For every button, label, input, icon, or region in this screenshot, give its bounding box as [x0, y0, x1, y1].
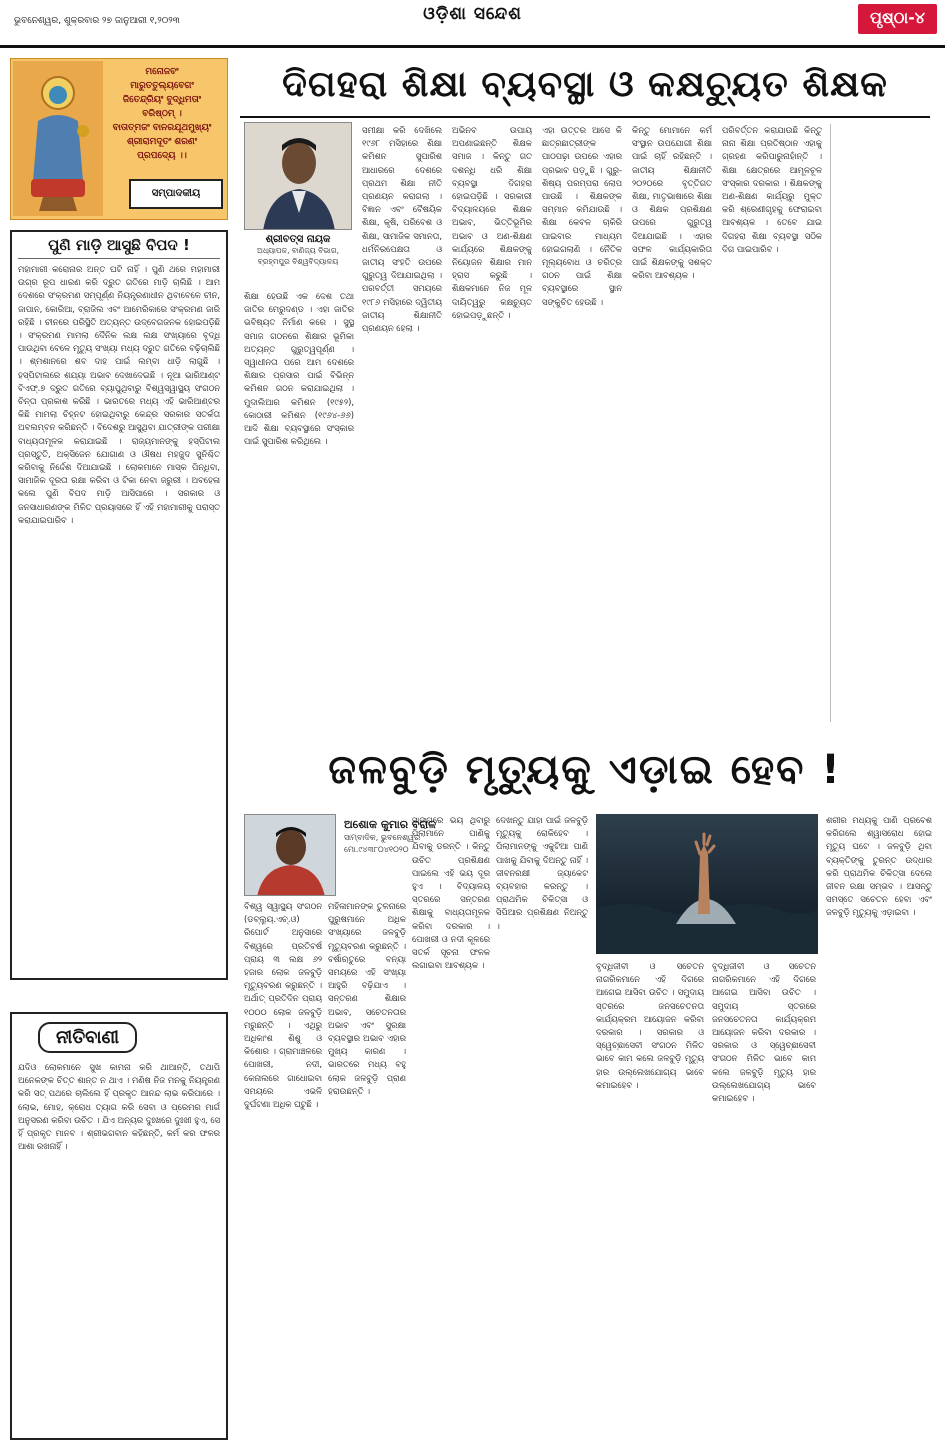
quote-line: ଜିତେନ୍ଦ୍ରିୟଂ ବୁଦ୍ଧିମତାଂ — [122, 95, 202, 105]
author-role: ଅଧ୍ୟାପକ, ବାଣିଜ୍ୟ ବିଭାଗ, ବ୍ରହ୍ମପୁର ବିଶ୍ୱବିଦ୍ୟାଳୟ — [257, 246, 339, 266]
author-role: ସାମ୍ବାଦିକ, ଭୁବନେଶ୍ୱର — [344, 833, 421, 842]
page-number-badge: ପୃଷ୍ଠା-୪ — [858, 4, 937, 34]
editorial-box — [10, 230, 228, 980]
sanskrit-quote — [99, 65, 225, 163]
article1-column: ଶିକ୍ଷା ହେଉଛି ଏକ ଦେଶ ତଥା ଜାତିର ମେରୁଦଣ୍ଡ । ଏହା ଜାତିର ଭବିଷ୍ୟତ ନିର୍ମାଣ କରେ । ସୁସ୍ଥ ସମାଜ ଗଠନରେ ଶିକ୍ଷାର ଭୂମିକା ଅତ୍ୟନ୍ତ ଗୁରୁତ୍ୱପୂର୍ଣ୍ଣ । ସ୍ୱାଧୀନତା ପରେ ଆମ ଦେଶରେ ଶିକ୍ଷାର ପ୍ରସାର ପାଇଁ ବିଭିନ୍ନ କମିଶନ ଗଠନ କରାଯାଇଥିଲା । ମୁଦାଲିଆର କମିଶନ (୧୯୫୨), କୋଠାରୀ କମିଶନ (୧୯୬୪-୬୬) ଆଦି ଶିକ୍ଷା ବ୍ୟବସ୍ଥାରେ ସଂସ୍କାର ପାଇଁ ସୁପାରିଶ କରିଥିଲେ । — [244, 291, 354, 447]
author-portrait-icon — [245, 815, 336, 896]
article2-column: ବୃଦ୍ଧିଜୀବୀ ଓ ସଚେତନ ନାଗରିକମାନେ ଏହି ଦିଗରେ ଆଗେଇ ଆସିବା ଉଚିତ । ସମୁଦାୟ ସ୍ତରରେ ଜନସଚେତନତା କାର୍ଯ୍ୟକ୍ରମ ଆୟୋଜନ କରିବା ଦରକାର । ସରକାର ଓ ସ୍ୱେଚ୍ଛାସେବୀ ସଂଗଠନ ମିଳିତ ଭାବେ କାମ କଲେ ଜଳବୁଡ଼ି ମୃତ୍ୟୁ ହାର ଉଲ୍ଲେଖଯୋଗ୍ୟ ଭାବେ କମାଇହେବ । — [596, 961, 704, 1090]
author-phone: ମୋ.୯୪୩୮୦୪୧୦୨୦ — [344, 845, 409, 854]
hanuman-idol-icon — [13, 61, 103, 216]
author-name: ଅଶୋକ କୁମାର ବରାଳ — [344, 818, 437, 831]
quote-line: ପ୍ରପଦ୍ୟେ ।। — [137, 151, 187, 161]
article1-column: କିନ୍ତୁ ମୋମାନେ କର୍ମ ସଂସ୍ଥାନ ଉପଯୋଗୀ ଶିକ୍ଷା ପାଇଁ ଚାହିଁ ରହିଛନ୍ତି । ଜାତୀୟ ଶିକ୍ଷାନୀତି ୨୦୨୦ରେ ବୃତ୍ତିଗତ ଶିକ୍ଷା, ମାତୃଭାଷାରେ ଶିକ୍ଷା ଓ ଶିକ୍ଷକ ପ୍ରଶିକ୍ଷଣ ଉପରେ ଗୁରୁତ୍ୱ ଦିଆଯାଇଛି । ଏହାର ସଫଳ କାର୍ଯ୍ୟକାରିତା ପାଇଁ ଶିକ୍ଷକଙ୍କୁ ସଶକ୍ତ କରିବା ଆବଶ୍ୟକ । — [632, 125, 712, 281]
drowning-hand-icon — [596, 814, 818, 954]
article1-column: ଅଭିନବ ଉପାୟ ଅପଣାଇଛନ୍ତି ଶିକ୍ଷକ ସମାଜ । କିନ୍ତୁ ଗତ ଦଶନ୍ଧି ଧରି ଶିକ୍ଷା ବ୍ୟବସ୍ଥା ଦିଗହରା ହୋଇପଡ଼ିଛି । ସରକାରୀ ବିଦ୍ୟାଳୟରେ ଶିକ୍ଷକ ଅଭାବ, ଭିତ୍ତିଭୂମିର ଅଭାବ ଓ ଅଣ-ଶିକ୍ଷଣ କାର୍ଯ୍ୟରେ ଶିକ୍ଷକଙ୍କୁ ନିୟୋଜନ ଶିକ୍ଷାର ମାନ ହ୍ରାସ କରୁଛି । ଶିକ୍ଷକମାନେ ନିଜ ମୂଳ ଦାୟିତ୍ୱରୁ କକ୍ଷଚ୍ୟୁତ ହୋଇପଡ଼ୁଛନ୍ତି । — [452, 125, 532, 320]
article2-column: ମହିଳାମାନଙ୍କ ତୁଳନାରେ ପୁରୁଷମାନେ ଅଧିକ ସଂଖ୍ୟାରେ ଜଳବୁଡ଼ି ମୃତ୍ୟୁବରଣ କରୁଛନ୍ତି । ବର୍ଷାଋତୁରେ ବନ୍ୟା ସମୟରେ ଏହି ସଂଖ୍ୟା ଆହୁରି ବଢ଼ିଯାଏ । ସନ୍ତରଣ ଶିକ୍ଷାର ଅଭାବ, ସଚେତନତାର ଅଭାବ ଏବଂ ସୁରକ୍ଷା ବ୍ୟବସ୍ଥାର ଅଭାବ ଏହାର ମୁଖ୍ୟ କାରଣ । ଭାରତରେ ମଧ୍ୟ ବହୁ ଲୋକ ଜଳବୁଡ଼ି ପ୍ରାଣ ହରାଉଛନ୍ତି । — [328, 901, 406, 1096]
headline-rule — [240, 116, 930, 118]
editorial-title: ପୁଣି ମାଡ଼ି ଆସୁଛି ବିପଦ ! — [18, 236, 220, 259]
column-divider — [830, 124, 831, 722]
author-photo — [244, 122, 352, 230]
article1-column: ପରିବର୍ତ୍ତନ କରାଯାଉଛି କିନ୍ତୁ ନାନା ଶିକ୍ଷା ପ୍ରତିଷ୍ଠାନ ଏହାକୁ ଗ୍ରହଣ କରିପାରୁନାହାଁନ୍ତି । ଶିକ୍ଷା କ୍ଷେତ୍ରରେ ଆମୂଳଚୂଳ ସଂସ୍କାର ଦରକାର । ଶିକ୍ଷକଙ୍କୁ ଅଣ-ଶିକ୍ଷଣ କାର୍ଯ୍ୟରୁ ମୁକ୍ତ କରି ଶ୍ରେଣୀଗୃହକୁ ଫେରାଇବା ଆବଶ୍ୟକ । ତେବେ ଯାଇ ଦିଗହରା ଶିକ୍ଷା ବ୍ୟବସ୍ଥା ସଠିକ ଦିଗ ପାଇପାରିବ । — [722, 125, 822, 254]
quote-line: ମନୋଜବଂ — [145, 67, 179, 77]
editorial-stamp: ସମ୍ପାଦକୀୟ — [129, 179, 223, 209]
nitibani-title: ନୀତିବାଣୀ — [38, 1022, 137, 1053]
masthead: ଓଡ଼ିଶା ସନ୍ଦେଶ — [423, 4, 522, 24]
nitibani-text: ଯଦିଓ ଲୋକମାନେ ସୁଖ କାମନା କରି ଥାଆନ୍ତି, ତଥାପି ଅନେକଙ୍କ ଚିତ୍ତ ଶାନ୍ତ ନ ଥାଏ । ମଣିଷ ନିଜ ମନକୁ ନିୟନ୍ତ୍ରଣ କରି ସତ୍ ପଥରେ ଚାଲିଲେ ହିଁ ପ୍ରକୃତ ଆନନ୍ଦ ଲାଭ କରିପାରେ । ଲୋଭ, ମୋହ, କ୍ରୋଧ ତ୍ୟାଗ କରି ସେବା ଓ ପ୍ରେମର ମାର୍ଗ ଅନୁସରଣ କରିବା ଉଚିତ । ଯିଏ ଅନ୍ୟର ଦୁଃଖରେ ଦୁଃଖୀ ହୁଏ, ସେ ହିଁ ପ୍ରକୃତ ମାନବ । ଶ୍ରୀଭଗବାନ କହିଛନ୍ତି, କର୍ମ କର ଫଳର ଆଶା ରଖନାହିଁ । — [18, 1062, 220, 1152]
quote-line: ମାରୁତତୁଲ୍ୟବେଗଂ — [130, 81, 194, 91]
article2-column: ବିଶ୍ୱ ସ୍ୱାସ୍ଥ୍ୟ ସଂଗଠନ (ଡବ୍ଲ୍ୟୁ.ଏଚ୍.ଓ) ରିପୋର୍ଟ ଅନୁସାରେ ବିଶ୍ୱରେ ପ୍ରତିବର୍ଷ ପ୍ରାୟ ୩ ଲକ୍ଷ ୬୨ ହଜାର ଲୋକ ଜଳବୁଡ଼ି ମୃତ୍ୟୁବରଣ କରୁଛନ୍ତି । ଅର୍ଥାତ୍ ପ୍ରତିଦିନ ପ୍ରାୟ ୧୦୦୦ ଲୋକ ଜଳବୁଡ଼ି ମରୁଛନ୍ତି । ଏଥିରୁ ଅଧିକାଂଶ ଶିଶୁ ଓ କିଶୋର । ଗ୍ରାମାଞ୍ଚଳରେ ପୋଖରୀ, ନଦୀ, କେନାଲରେ ଗାଧୋଇବା ସମୟରେ ଏଭଳି ଦୁର୍ଘଟଣା ଅଧିକ ଘଟୁଛି । — [244, 901, 322, 1110]
issue-date: ଭୁବନେଶ୍ୱର, ଶୁକ୍ରବାର ୨୭ ଜାନୁଆରୀ ୧,୨୦୨୩ — [14, 16, 180, 26]
page-header — [0, 0, 945, 48]
article2-column: ସାଙ୍ଗରେ ଭୟ ଥିବାରୁ ପିଲାମାନେ ପାଣିକୁ ଯିବାକୁ ଡରନ୍ତି । କିନ୍ତୁ ଉଚିତ ପ୍ରଶିକ୍ଷଣ ପାଇଲେ ଏହି ଭୟ ଦୂର ହୁଏ । ବିଦ୍ୟାଳୟ ସ୍ତରରେ ସନ୍ତରଣ ଶିକ୍ଷାକୁ ବାଧ୍ୟତାମୂଳକ କରିବା ଦରକାର । ପୋଖରୀ ଓ ନଦୀ କୂଳରେ ସତର୍କ ସୂଚନା ଫଳକ ଲଗାଇବା ଆବଶ୍ୟକ । — [412, 815, 490, 971]
nitibani-box — [10, 1012, 228, 1440]
author-name: ଶ୍ରୀବତ୍ସ ନାୟକ — [265, 234, 331, 245]
drowning-hand-photo — [596, 814, 818, 954]
article2-column: ଶରୀର ମଧ୍ୟକୁ ପାଣି ପ୍ରବେଶ କରିଗଲେ ଶ୍ୱାସରୋଧ ହୋଇ ମୃତ୍ୟୁ ଘଟେ । ଜଳବୁଡ଼ି ଥିବା ବ୍ୟକ୍ତିଙ୍କୁ ତୁରନ୍ତ ଉଦ୍ଧାର କରି ପ୍ରାଥମିକ ଚିକିତ୍ସା ଦେଲେ ଜୀବନ ରକ୍ଷା ସମ୍ଭବ । ଆସନ୍ତୁ ସମସ୍ତେ ସଚେତନ ହେବା ଏବଂ ଜଳବୁଡ଼ି ମୃତ୍ୟୁକୁ ଏଡ଼ାଇବା । — [826, 815, 932, 918]
article1-headline: ଦିଗହରା ଶିକ୍ଷା ବ୍ୟବସ୍ଥା ଓ କକ୍ଷଚ୍ୟୁତ ଶିକ୍ଷକ — [282, 64, 888, 105]
article1-column: ଏହା ଉତ୍ତର ଆସେ କି ଛାତ୍ରଛାତ୍ରୀଙ୍କ ପାଠପଢ଼ା ଉପରେ ଏହାର ପ୍ରଭାବ ପଡ଼ୁଛି । ଗୁରୁ-ଶିଷ୍ୟ ପରମ୍ପରା ଲୋପ ପାଉଛି । ଶିକ୍ଷକଙ୍କ ସମ୍ମାନ କମିଯାଉଛି । ଶିକ୍ଷା କେବଳ ଚାକିରି ପାଇବାର ମାଧ୍ୟମ ହୋଇଗଲାଣି । ନୈତିକ ମୂଲ୍ୟବୋଧ ଓ ଚରିତ୍ର ଗଠନ ପାଇଁ ଶିକ୍ଷା ବ୍ୟବସ୍ଥାରେ ସ୍ଥାନ ସଙ୍କୁଚିତ ହେଉଛି । — [542, 125, 622, 307]
hanuman-quote-box — [10, 58, 228, 220]
article2-column: ଦେଖନ୍ତୁ ଯାହା ପାଇଁ ଜଳବୁଡ଼ି ମୃତ୍ୟୁକୁ ରୋକିହେବ । ପିଲାମାନଙ୍କୁ ଏକୁଟିଆ ପାଣି ପାଖକୁ ଯିବାକୁ ଦିଅନ୍ତୁ ନାହିଁ । ଜୀବନରକ୍ଷୀ ଜ୍ୟାକେଟ ବ୍ୟବହାର କରନ୍ତୁ । ପ୍ରାଥମିକ ଚିକିତ୍ସା ଓ ସିପିଆର ପ୍ରଶିକ୍ଷଣ ନିଅନ୍ତୁ । — [496, 815, 588, 931]
author-photo — [244, 814, 336, 896]
article1-byline — [244, 122, 352, 282]
author-portrait-icon — [245, 123, 352, 230]
editorial-text: ମହାମାରୀ କରୋନାର ଅନ୍ତ ଘଟି ନାହିଁ । ପୁଣି ଥରେ ମହାମାରୀ ଉଗ୍ର ରୂପ ଧାରଣ କରି ଦ୍ରୁତ ଗତିରେ ମାଡ଼ି ଚାଲିଛି । ଆମ ଦେଶରେ ସଂକ୍ରମଣ ସମ୍ପୂର୍ଣ୍ଣ ନିୟନ୍ତ୍ରଣାଧୀନ ଥିବାବେଳେ ଚୀନ, ଜାପାନ, କୋରିଆ, ବ୍ରାଜିଲ ଏବଂ ଆମେରିକାରେ ସଂକ୍ରମଣ ଜାରି ରହିଛି । ଚୀନରେ ପରିସ୍ଥିତି ଅତ୍ୟନ୍ତ ଉଦ୍ବେଗଜନକ ହୋଇପଡ଼ିଛି । ସଂକ୍ରମଣ ମାମଲା ଦୈନିକ ଲକ୍ଷ ଲକ୍ଷ ସଂଖ୍ୟାରେ ବୃଦ୍ଧି ପାଉଥିବା ବେଳେ ମୃତ୍ୟୁ ସଂଖ୍ୟା ମଧ୍ୟ ଦ୍ରୁତ ଗତିରେ ବଢ଼ିଚାଲିଛି । ଶ୍ମଶାନରେ ଶବ ଦାହ ପାଇଁ ଲମ୍ବା ଧାଡ଼ି ଲାଗୁଛି । ହସ୍ପିଟାଲରେ ଶଯ୍ୟା ଅଭାବ ଦେଖାଦେଇଛି । ନୂଆ ଭାରିଆଣ୍ଟ ବିଏଫ୍.୭ ଦ୍ରୁତ ଗତିରେ ବ୍ୟାପୁଥିବାରୁ ବିଶ୍ୱସ୍ୱାସ୍ଥ୍ୟ ସଂଗଠନ ଚିନ୍ତା ପ୍ରକାଶ କରିଛି । ଭାରତରେ ମଧ୍ୟ ଏହି ଭାରିଆଣ୍ଟର କିଛି ମାମଲା ଚିହ୍ନଟ ହୋଇଥିବାରୁ କେନ୍ଦ୍ର ସରକାର ସତର୍କତା ଅବଲମ୍ବନ କରିଛନ୍ତି । ବିଦେଶରୁ ଆସୁଥିବା ଯାତ୍ରୀଙ୍କ ପରୀକ୍ଷା ବାଧ୍ୟତାମୂଳକ କରାଯାଇଛି । ରାଜ୍ୟମାନଙ୍କୁ ହସ୍ପିଟାଲ ପ୍ରସ୍ତୁତି, ଅକ୍ସିଜେନ ଯୋଗାଣ ଓ ଔଷଧ ମହଜୁଦ ସୁନିଶ୍ଚିତ କରିବାକୁ ନିର୍ଦ୍ଦେଶ ଦିଆଯାଇଛି । ଲୋକମାନେ ମାସ୍କ ପିନ୍ଧିବା, ସାମାଜିକ ଦୂରତା ରକ୍ଷା କରିବା ଓ ଟିକା ନେବା ଜରୁରୀ । ଅବହେଳା କଲେ ପୁଣି ବିପଦ ମାଡ଼ି ଆସିପାରେ । ସରକାର ଓ ଜନସାଧାରଣଙ୍କ ମିଳିତ ପ୍ରୟାସରେ ହିଁ ଏହି ମହାମାରୀକୁ ପରାସ୍ତ କରାଯାଇପାରିବ । — [18, 264, 220, 525]
quote-line: ବରିଷ୍ଠମ୍ । — [142, 109, 182, 119]
quote-line: ବାତାତ୍ମଜଂ ବାନରଯୂଥମୁଖ୍ୟଂ — [112, 123, 212, 133]
article1-column: ସମୀକ୍ଷା କରି ଦେଖିଲେ ୧୯୬୮ ମସିହାରେ ଶିକ୍ଷା କମିଶନ ସୁପାରିଶ ଆଧାରରେ ଦେଶରେ ପ୍ରଥମ ଶିକ୍ଷା ନୀତି ପ୍ରଣୟନ କରାଗଲା । ବିଜ୍ଞାନ ଏବଂ ବୈଷୟିକ ଶିକ୍ଷା, କୃଷି, ପରିବେଶ ଓ ଶିକ୍ଷା, ସାମାଜିକ ସମାନତା, ଧର୍ମନିରପେକ୍ଷତା ଓ ଜାତୀୟ ସଂହତି ଉପରେ ଗୁରୁତ୍ୱ ଦିଆଯାଇଥିଲା । ପରବର୍ତ୍ତୀ ସମୟରେ ୧୯୮୬ ମସିହାରେ ଦ୍ୱିତୀୟ ଜାତୀୟ ଶିକ୍ଷାନୀତି ପ୍ରଣୟନ ହେଲା । — [362, 125, 442, 334]
article2-headline: ଜଳବୁଡ଼ି ମୃତ୍ୟୁକୁ ଏଡ଼ାଇ ହେବ ! — [328, 747, 842, 793]
quote-line: ଶ୍ରୀରାମଦୂତଂ ଶରଣଂ — [126, 137, 198, 147]
article2-column: ବୃଦ୍ଧିଜୀବୀ ଓ ସଚେତନ ନାଗରିକମାନେ ଏହି ଦିଗରେ ଆଗେଇ ଆସିବା ଉଚିତ । ସମୁଦାୟ ସ୍ତରରେ ଜନସଚେତନତା କାର୍ଯ୍ୟକ୍ରମ ଆୟୋଜନ କରିବା ଦରକାର । ସରକାର ଓ ସ୍ୱେଚ୍ଛାସେବୀ ସଂଗଠନ ମିଳିତ ଭାବେ କାମ କଲେ ଜଳବୁଡ଼ି ମୃତ୍ୟୁ ହାର ଉଲ୍ଲେଖଯୋଗ୍ୟ ଭାବେ କମାଇହେବ । — [712, 961, 816, 1104]
